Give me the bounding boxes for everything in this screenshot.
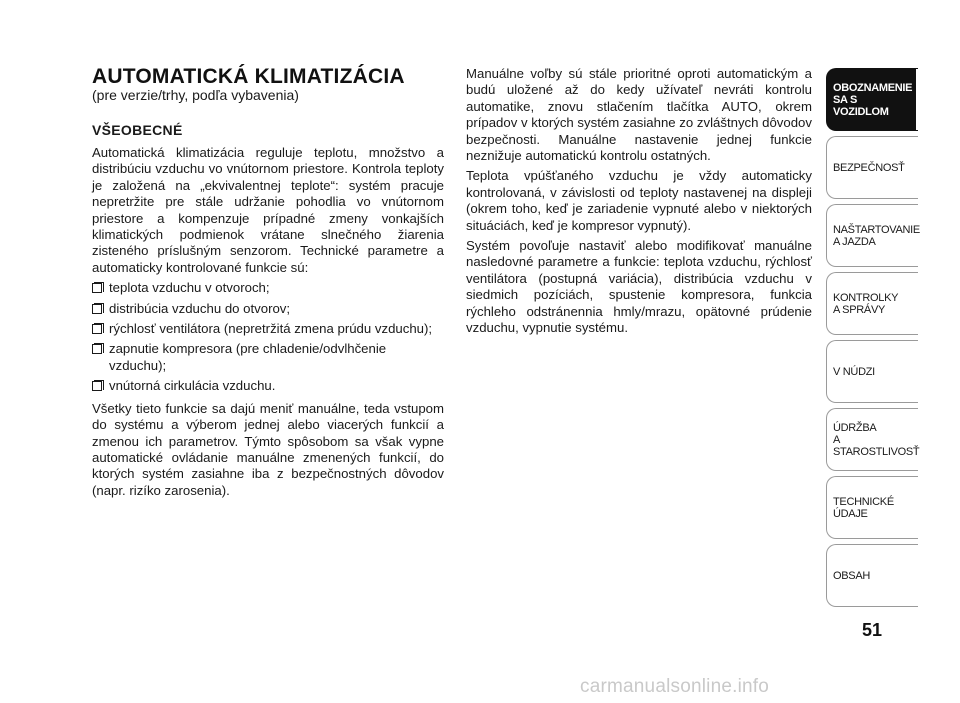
section-heading: VŠEOBECNÉ xyxy=(92,122,183,138)
checkbox-square-icon xyxy=(92,381,102,391)
tab-kontrolky[interactable] xyxy=(826,272,918,335)
list-item xyxy=(92,341,444,374)
tab-udrzba[interactable] xyxy=(826,408,918,471)
chapter-tabs xyxy=(826,68,918,612)
tab-technicke-udaje[interactable] xyxy=(826,476,918,539)
air-temperature-paragraph: Teplota vpúšťaného vzduchu je vždy automaticky kontrolovaná, v závislosti od teploty nastavenej na displeji (okrem toho, keď je zariadenie vypnuté alebo v niektorých situáciách, keď je kompresor vypnutý). xyxy=(466,168,812,233)
watermark: carmanualsonline.info xyxy=(580,676,770,697)
list-item xyxy=(92,378,444,394)
tab-oboznamenie[interactable] xyxy=(826,68,918,131)
list-item-text: vnútorná cirkulácia vzduchu. xyxy=(109,378,276,394)
function-list xyxy=(92,280,444,394)
tab-nastartovanie[interactable] xyxy=(826,204,918,267)
list-item xyxy=(92,301,444,317)
tab-label: KONTROLKY A SPRÁVY xyxy=(833,291,899,316)
manual-parameters-paragraph: Systém povoľuje nastaviť alebo modifikovať manuálne nasledovné parametre a funkcie: teplota vzduchu, rýchlosť ventilátora (postupná variácia), distribúcia vzduchu v siedmich pozíciách, spustenie kompresora, funkcia rýchleho odstránennia hmly/mrazu, opätovné prúdenie vzduchu, vypnutie systému. xyxy=(466,238,812,336)
right-column xyxy=(466,66,812,341)
tab-v-nudzi[interactable] xyxy=(826,340,918,403)
tab-obsah[interactable] xyxy=(826,544,918,607)
tab-label: ÚDRŽBA A STAROSTLIVOSŤ xyxy=(833,421,920,458)
page-number: 51 xyxy=(861,620,883,640)
tab-label: NAŠTARTOVANIE A JAZDA xyxy=(833,223,920,248)
left-column xyxy=(92,66,444,503)
tab-label: V NÚDZI xyxy=(833,365,875,378)
manual-priority-paragraph: Manuálne voľby sú stále prioritné oproti automatickým a budú uložené až do kedy užívateľ nevráti kontrolu automatike, znovu stlačením tlačítka AUTO, okrem prípadov v ktorých systém zasiahne zo zvláštnych dôvodov bezpečnosti. Manuálne nastavenie jednej funkcie neznižuje automatickú kontrolu ostatných. xyxy=(466,66,812,164)
checkbox-square-icon xyxy=(92,324,102,334)
intro-paragraph: Automatická klimatizácia reguluje teplotu, množstvo a distribúciu vzduchu vo vnútornom priestore. Kontrola teploty je založená na „ekvivalentnej teplote“: systém pracuje nepretržite pre stále udržanie pohodlia vo vnútornom priestore a kompenzuje prípadné zmeny vonkajších klimatických podmienok vrátane slnečného žiarenia zisteného príslušným senzorom. Technické parametre a automaticky kontrolované funkcie sú: xyxy=(92,145,444,275)
page-subtitle: (pre verzie/trhy, podľa vybavenia) xyxy=(92,87,299,103)
page-title: AUTOMATICKÁ KLIMATIZÁCIA xyxy=(92,65,405,88)
checkbox-square-icon xyxy=(92,283,102,293)
tab-label: OBSAH xyxy=(833,569,871,582)
tab-label: OBOZNAMENIE SA S VOZIDLOM xyxy=(833,81,913,118)
manual-change-paragraph: Všetky tieto funkcie sa dajú meniť manuálne, teda vstupom do systému a výberom jednej alebo viacerých funkcií a zmenou ich parametrov. Týmto spôsobom sa však vypne automatické ovládanie manuálne zmenených funkcií, do ktorých systém zasiahne iba z bezpečnostných dôvodov (napr. rizíko zarosenia). xyxy=(92,400,444,498)
list-item-text: teplota vzduchu v otvoroch; xyxy=(109,280,270,296)
tab-label: TECHNICKÉ ÚDAJE xyxy=(833,495,894,520)
tab-bezpecnost[interactable] xyxy=(826,136,918,199)
list-item-text: zapnutie kompresora (pre chladenie/odvlhčenie vzduchu); xyxy=(109,341,387,373)
list-item xyxy=(92,321,444,337)
checkbox-square-icon xyxy=(92,304,102,314)
list-item-text: distribúcia vzduchu do otvorov; xyxy=(109,300,291,316)
list-item-text: rýchlosť ventilátora (nepretržitá zmena prúdu vzduchu); xyxy=(109,321,433,337)
checkbox-square-icon xyxy=(92,344,102,354)
tab-label: BEZPEČNOSŤ xyxy=(833,161,905,174)
list-item xyxy=(92,280,444,296)
